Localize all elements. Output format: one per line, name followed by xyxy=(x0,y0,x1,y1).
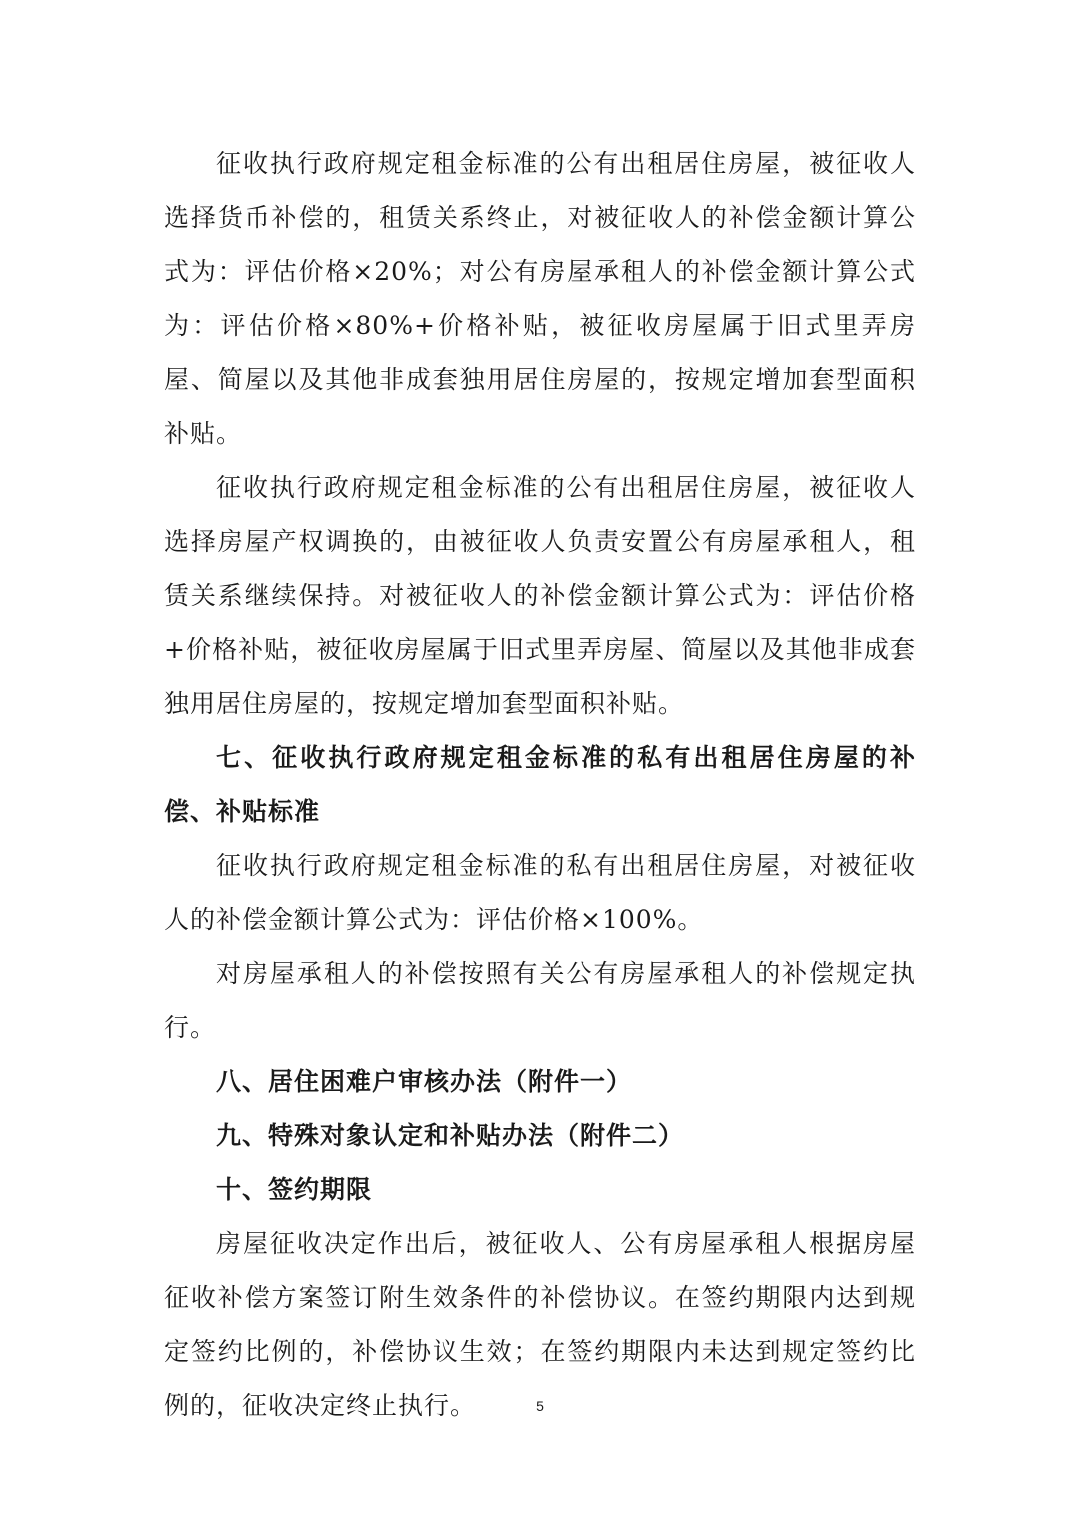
section-heading-8: 八、居住困难户审核办法（附件一） xyxy=(216,1067,633,1096)
paragraph-monetary-compensation: 征收执行政府规定租金标准的公有出租居住房屋，被征收人选择货币补偿的，租赁关系终止，对被征收人的补偿金额计算公式为：评估价格×20%；对公有房屋承租人的补偿金额计算公式为：评估价格×80%+价格补贴，被征收房屋属于旧式里弄房屋、简屋以及其他非成套独用居住房屋的，按规定增加套型面积补贴。 xyxy=(164,149,916,448)
section-heading-7: 七、征收执行政府规定租金标准的私有出租居住房屋的补偿、补贴标准 xyxy=(164,743,916,826)
paragraph-tenant-compensation: 对房屋承租人的补偿按照有关公有房屋承租人的补偿规定执行。 xyxy=(164,959,916,1042)
paragraph-signing-period: 房屋征收决定作出后，被征收人、公有房屋承租人根据房屋征收补偿方案签订附生效条件的补偿协议。在签约期限内达到规定签约比例的，补偿协议生效；在签约期限内未达到规定签约比例的，征收决定终止执行。 xyxy=(164,1229,916,1420)
document-body xyxy=(164,137,916,1433)
paragraph-property-exchange: 征收执行政府规定租金标准的公有出租居住房屋，被征收人选择房屋产权调换的，由被征收人负责安置公有房屋承租人，租赁关系继续保持。对被征收人的补偿金额计算公式为：评估价格+价格补贴，被征收房屋属于旧式里弄房屋、简屋以及其他非成套独用居住房屋的，按规定增加套型面积补贴。 xyxy=(164,473,916,718)
section-heading-9: 九、特殊对象认定和补贴办法（附件二） xyxy=(216,1121,685,1150)
page-number: 5 xyxy=(536,1398,544,1414)
paragraph-private-rental-formula: 征收执行政府规定租金标准的私有出租居住房屋，对被征收人的补偿金额计算公式为：评估价格×100%。 xyxy=(164,851,916,934)
section-heading-10: 十、签约期限 xyxy=(216,1175,373,1204)
